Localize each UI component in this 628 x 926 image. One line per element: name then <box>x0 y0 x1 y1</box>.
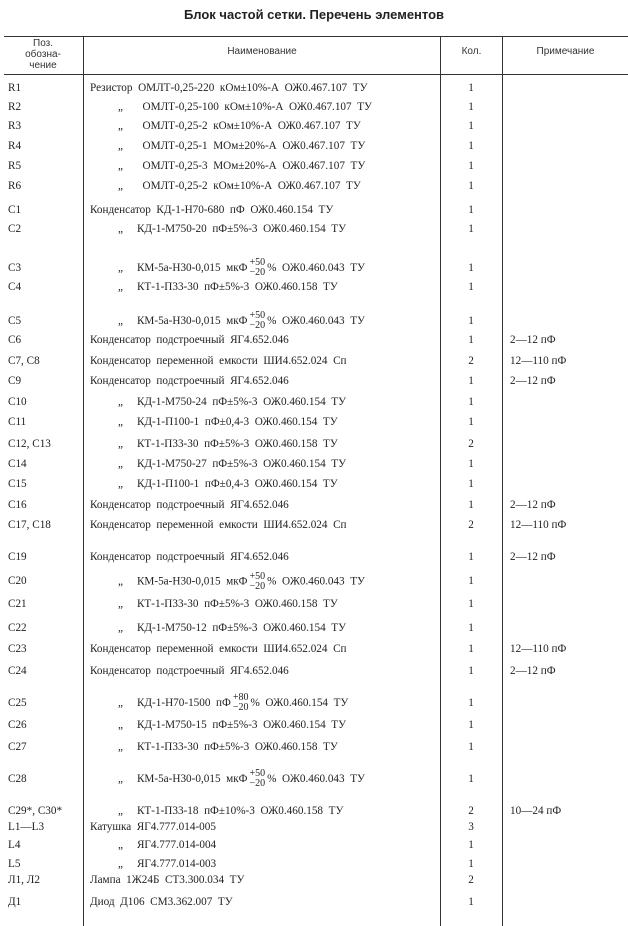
cell-note: 2—12 пФ <box>510 665 556 677</box>
cell-position: C2 <box>8 223 22 235</box>
tolerance-upper: +50 <box>249 310 266 322</box>
cell-note: 2—12 пФ <box>510 375 556 387</box>
cell-position: L1—L3 <box>8 821 45 833</box>
name-text: Лампа 1Ж24Б СТ3.300.034 ТУ <box>90 874 245 886</box>
cell-position: C6 <box>8 334 22 346</box>
cell-position: C3 <box>8 262 22 274</box>
cell-position: Л1, Л2 <box>8 874 40 886</box>
cell-position: C1 <box>8 204 22 216</box>
cell-quantity: 1 <box>468 622 474 634</box>
cell-position: L5 <box>8 858 21 870</box>
table-row <box>0 220 628 239</box>
header-pos-line2: обозна- <box>25 49 61 60</box>
cell-name <box>90 372 289 391</box>
cell-quantity: 1 <box>468 598 474 610</box>
table-row <box>0 738 628 757</box>
cell-position: C15 <box>8 478 27 490</box>
table-row <box>0 137 628 156</box>
name-text: „ КТ-1-П33-30 пФ±5%-3 ОЖ0.460.158 ТУ <box>118 741 338 753</box>
cell-name <box>90 764 365 794</box>
cell-name <box>90 201 333 220</box>
table-row <box>0 836 628 855</box>
cell-position: C26 <box>8 719 27 731</box>
cell-quantity: 2 <box>468 874 474 886</box>
name-text: „ ОМЛТ-0,25-3 МОм±20%-А ОЖ0.467.107 ТУ <box>118 160 366 172</box>
cell-quantity: 1 <box>468 697 474 709</box>
name-text: „ ЯГ4.777.014-003 <box>118 858 217 870</box>
cell-position: C22 <box>8 622 27 634</box>
cell-name <box>90 716 346 735</box>
tolerance-lower: −20 <box>232 702 249 714</box>
cell-quantity: 1 <box>468 773 474 785</box>
cell-quantity: 1 <box>468 741 474 753</box>
tolerance-fraction <box>249 572 265 592</box>
name-text: Конденсатор переменной емкости ШИ4.652.024 Сп <box>90 355 347 367</box>
table-row <box>0 352 628 371</box>
cell-name <box>90 836 216 855</box>
cell-quantity: 1 <box>468 551 474 563</box>
cell-name <box>90 177 361 196</box>
cell-name <box>90 516 347 535</box>
cell-quantity: 1 <box>468 334 474 346</box>
cell-quantity: 1 <box>468 262 474 274</box>
cell-position: C4 <box>8 281 22 293</box>
cell-name <box>90 595 338 614</box>
name-text: „ КТ-1-П33-18 пФ±10%-3 ОЖ0.460.158 ТУ <box>118 805 344 817</box>
cell-position: R3 <box>8 120 22 132</box>
cell-quantity: 1 <box>468 375 474 387</box>
table-row <box>0 516 628 535</box>
cell-position: C19 <box>8 551 27 563</box>
table-row <box>0 278 628 297</box>
table-row <box>0 372 628 391</box>
name-text: „ КМ-5а-Н30-0,015 мкФ <box>118 315 248 327</box>
cell-position: R6 <box>8 180 22 192</box>
cell-position: R4 <box>8 140 22 152</box>
cell-note: 10—24 пФ <box>510 805 562 817</box>
name-text: „ КД-1-М750-24 пФ±5%-3 ОЖ0.460.154 ТУ <box>118 396 347 408</box>
header-qty: Кол. <box>461 46 482 57</box>
name-text-suffix: % ОЖ0.460.043 ТУ <box>267 773 365 785</box>
cell-name <box>90 98 372 117</box>
tolerance-lower: −20 <box>249 778 266 790</box>
cell-quantity: 2 <box>468 519 474 531</box>
cell-quantity: 2 <box>468 438 474 450</box>
cell-position: C11 <box>8 416 27 428</box>
name-text: „ ОМЛТ-0,25-2 кОм±10%-А ОЖ0.467.107 ТУ <box>118 120 361 132</box>
table-row <box>0 117 628 136</box>
cell-position: Д1 <box>8 896 22 908</box>
cell-position: C24 <box>8 665 27 677</box>
cell-quantity: 1 <box>468 82 474 94</box>
table-row <box>0 871 628 890</box>
name-text: Конденсатор подстроечный ЯГ4.652.046 <box>90 665 289 677</box>
table-row <box>0 496 628 515</box>
cell-name <box>90 738 338 757</box>
header-pos-line1: Поз. <box>33 38 53 49</box>
table-row <box>0 331 628 350</box>
cell-quantity: 1 <box>468 499 474 511</box>
table-row <box>0 157 628 176</box>
document-title: Блок частой сетки. Перечень элементов <box>183 7 445 22</box>
table-row <box>0 619 628 638</box>
cell-quantity: 1 <box>468 478 474 490</box>
tolerance-lower: −20 <box>249 581 266 592</box>
cell-position: C5 <box>8 315 22 327</box>
cell-position: L4 <box>8 839 21 851</box>
name-text: „ КТ-1-П33-30 пФ±5%-3 ОЖ0.460.158 ТУ <box>118 598 338 610</box>
table-row <box>0 393 628 412</box>
cell-name <box>90 818 216 837</box>
cell-name <box>90 475 338 494</box>
cell-name <box>90 542 289 572</box>
cell-quantity: 1 <box>468 643 474 655</box>
table-row <box>0 818 628 837</box>
table-row <box>0 98 628 117</box>
header-pos <box>4 38 82 71</box>
name-text: Резистор ОМЛТ-0,25-220 кОм±10%-А ОЖ0.467.107 ТУ <box>90 82 368 94</box>
cell-position: C7, C8 <box>8 355 40 367</box>
name-text: „ КД-1-М750-12 пФ±5%-3 ОЖ0.460.154 ТУ <box>118 622 347 634</box>
cell-name <box>90 893 233 912</box>
name-text: „ КМ-5а-Н30-0,015 мкФ <box>118 575 248 588</box>
table-row <box>0 764 628 794</box>
name-text: Конденсатор подстроечный ЯГ4.652.046 <box>90 375 289 387</box>
name-text: „ КД-1-М750-20 пФ±5%-3 ОЖ0.460.154 ТУ <box>118 223 347 235</box>
table-row <box>0 893 628 912</box>
cell-quantity: 1 <box>468 120 474 132</box>
table-row <box>0 79 628 98</box>
table-row <box>0 201 628 220</box>
name-text-suffix: % ОЖ0.460.043 ТУ <box>267 262 365 274</box>
name-text-suffix: % ОЖ0.460.043 ТУ <box>267 575 365 588</box>
cell-position: R2 <box>8 101 22 113</box>
tolerance-fraction <box>249 769 265 789</box>
table-row <box>0 177 628 196</box>
header-name: Наименование <box>227 46 297 57</box>
name-text: Конденсатор подстроечный ЯГ4.652.046 <box>90 551 289 563</box>
cell-position: C12, C13 <box>8 438 51 450</box>
name-text: „ КТ-1-П33-30 пФ±5%-3 ОЖ0.460.158 ТУ <box>118 438 338 450</box>
cell-position: C17, C18 <box>8 519 51 531</box>
cell-position: C16 <box>8 499 27 511</box>
cell-position: C23 <box>8 643 27 655</box>
cell-note: 2—12 пФ <box>510 334 556 346</box>
cell-name <box>90 79 368 98</box>
table-row <box>0 435 628 454</box>
tolerance-fraction <box>249 311 265 331</box>
name-text: „ КТ-1-П33-30 пФ±5%-3 ОЖ0.460.158 ТУ <box>118 281 338 293</box>
cell-position: C21 <box>8 598 27 610</box>
name-text: „ КД-1-М750-15 пФ±5%-3 ОЖ0.460.154 ТУ <box>118 719 347 731</box>
table-row <box>0 595 628 614</box>
cell-position: C27 <box>8 741 27 753</box>
cell-quantity: 2 <box>468 355 474 367</box>
cell-quantity: 1 <box>468 719 474 731</box>
table-top-border <box>4 36 628 37</box>
table-header-border <box>4 74 628 75</box>
cell-position: C25 <box>8 697 27 709</box>
name-text: Конденсатор КД-1-Н70-680 пФ ОЖ0.460.154 ТУ <box>90 204 334 216</box>
name-text: Конденсатор переменной емкости ШИ4.652.024 Сп <box>90 519 347 531</box>
cell-quantity: 1 <box>468 839 474 851</box>
name-text: „ КД-1-П100-1 пФ±0,4-3 ОЖ0.460.154 ТУ <box>118 478 338 490</box>
table-row <box>0 688 628 718</box>
cell-name <box>90 572 365 592</box>
name-text-suffix: % ОЖ0.460.154 ТУ <box>250 697 349 709</box>
cell-quantity: 1 <box>468 180 474 192</box>
cell-name <box>90 871 244 890</box>
cell-quantity: 1 <box>468 101 474 113</box>
cell-name <box>90 619 346 638</box>
name-text: „ КД-1-М750-27 пФ±5%-3 ОЖ0.460.154 ТУ <box>118 458 347 470</box>
tolerance-upper: +50 <box>249 257 266 269</box>
cell-note: 12—110 пФ <box>510 519 567 531</box>
cell-name <box>90 393 346 412</box>
table-row <box>0 662 628 681</box>
cell-quantity: 1 <box>468 204 474 216</box>
cell-name <box>90 455 346 474</box>
cell-quantity: 1 <box>468 896 474 908</box>
cell-quantity: 1 <box>468 140 474 152</box>
cell-position: C9 <box>8 375 22 387</box>
table-row <box>0 640 628 659</box>
cell-position: C28 <box>8 773 27 785</box>
tolerance-fraction <box>233 693 249 713</box>
cell-position: C29*, C30* <box>8 805 63 817</box>
name-text: „ ОМЛТ-0,25-100 кОм±10%-А ОЖ0.467.107 ТУ <box>118 101 372 113</box>
cell-position: C10 <box>8 396 27 408</box>
cell-quantity: 1 <box>468 396 474 408</box>
cell-note: 12—110 пФ <box>510 643 567 655</box>
header-note: Примечание <box>536 46 595 57</box>
name-text: „ ОМЛТ-0,25-2 кОм±10%-А ОЖ0.467.107 ТУ <box>118 180 361 192</box>
name-text: Катушка ЯГ4.777.014-005 <box>90 821 216 833</box>
cell-name <box>90 640 347 659</box>
cell-quantity: 1 <box>468 223 474 235</box>
cell-name <box>90 157 365 176</box>
cell-name <box>90 496 289 515</box>
cell-position: C20 <box>8 575 27 587</box>
cell-quantity: 1 <box>468 416 474 428</box>
name-text: Конденсатор подстроечный ЯГ4.652.046 <box>90 334 289 346</box>
cell-quantity: 1 <box>468 665 474 677</box>
name-text-suffix: % ОЖ0.460.043 ТУ <box>267 315 365 327</box>
name-text: „ КД-1-Н70-1500 пФ <box>118 697 231 709</box>
cell-name <box>90 331 289 350</box>
cell-name <box>90 220 346 239</box>
cell-quantity: 1 <box>468 281 474 293</box>
cell-name <box>90 413 338 432</box>
cell-position: R5 <box>8 160 22 172</box>
cell-quantity: 1 <box>468 160 474 172</box>
cell-quantity: 2 <box>468 805 474 817</box>
tolerance-lower: −20 <box>249 320 266 332</box>
cell-position: C14 <box>8 458 27 470</box>
cell-name <box>90 662 289 681</box>
name-text: Конденсатор подстроечный ЯГ4.652.046 <box>90 499 289 511</box>
table-row <box>0 572 628 591</box>
cell-name <box>90 435 338 454</box>
cell-quantity: 1 <box>468 575 474 587</box>
cell-quantity: 3 <box>468 821 474 833</box>
name-text: „ ЯГ4.777.014-004 <box>118 839 217 851</box>
name-text: Конденсатор переменной емкости ШИ4.652.024 Сп <box>90 643 347 655</box>
tolerance-fraction <box>249 258 265 278</box>
cell-position: R1 <box>8 82 22 94</box>
cell-note: 2—12 пФ <box>510 551 556 563</box>
cell-note: 2—12 пФ <box>510 499 556 511</box>
cell-quantity: 1 <box>468 858 474 870</box>
cell-quantity: 1 <box>468 315 474 327</box>
table-row <box>0 542 628 572</box>
cell-name <box>90 688 348 718</box>
table-row <box>0 716 628 735</box>
name-text: „ КМ-5а-Н30-0,015 мкФ <box>118 773 248 785</box>
cell-name <box>90 137 365 156</box>
tolerance-upper: +50 <box>249 571 266 582</box>
cell-quantity: 1 <box>468 458 474 470</box>
table-row <box>0 413 628 432</box>
name-text: „ КМ-5а-Н30-0,015 мкФ <box>118 262 248 274</box>
name-text: „ ОМЛТ-0,25-1 МОм±20%-А ОЖ0.467.107 ТУ <box>118 140 366 152</box>
header-pos-line3: чение <box>29 60 57 71</box>
table-row <box>0 475 628 494</box>
name-text: „ КД-1-П100-1 пФ±0,4-3 ОЖ0.460.154 ТУ <box>118 416 338 428</box>
table-row <box>0 455 628 474</box>
cell-note: 12—110 пФ <box>510 355 567 367</box>
tolerance-upper: +50 <box>249 768 266 780</box>
name-text: Диод Д106 СМ3.362.007 ТУ <box>90 896 233 908</box>
tolerance-lower: −20 <box>249 267 266 279</box>
tolerance-upper: +80 <box>232 692 249 704</box>
cell-name <box>90 352 347 371</box>
cell-name <box>90 117 361 136</box>
cell-name <box>90 278 338 297</box>
